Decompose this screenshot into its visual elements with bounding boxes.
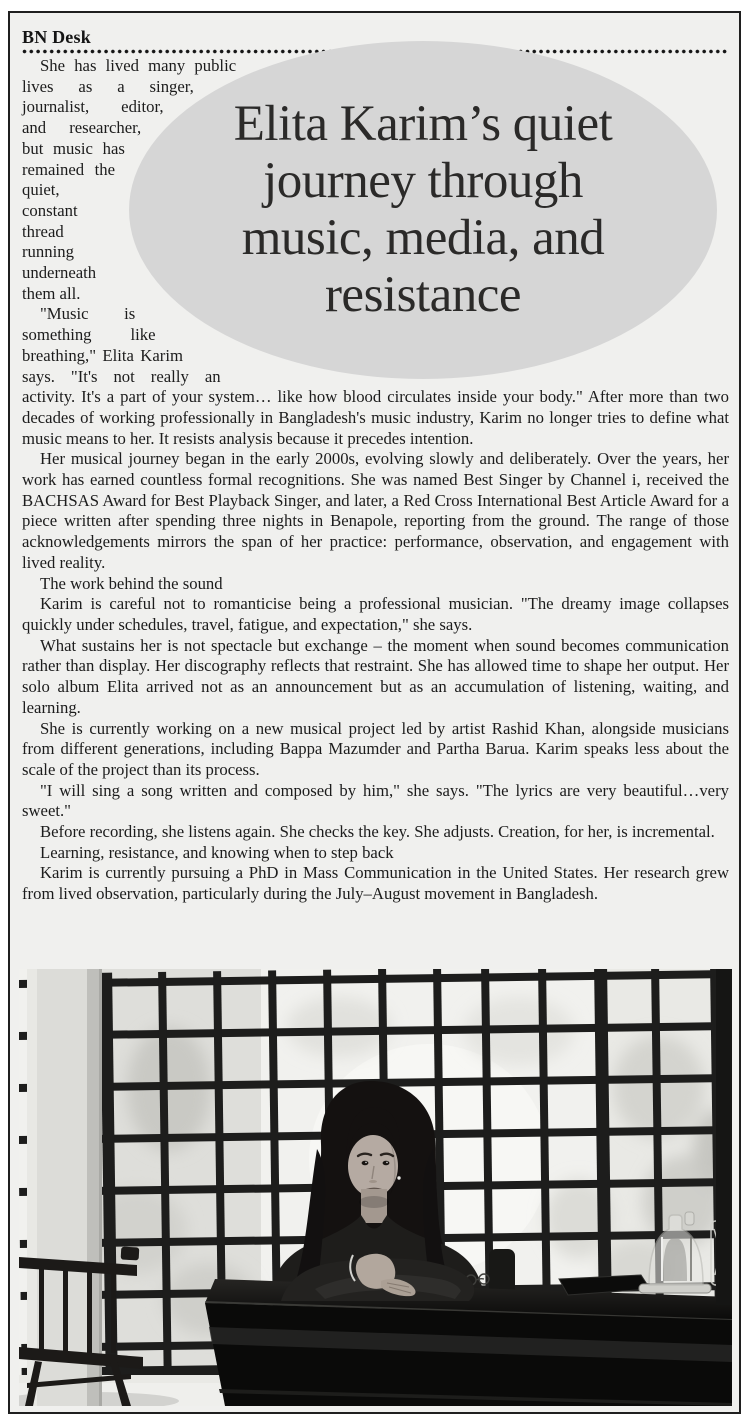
photo-right-frame — [716, 969, 732, 1305]
article-paragraph: "I will sing a song written and composed by him," she says. "The lyrics are very beautiful…very sweet." — [22, 780, 729, 821]
article-frame — [8, 11, 741, 1414]
headline-line: music, media, and — [241, 210, 605, 266]
article-paragraph: Karim is currently pursuing a PhD in Mass Communication in the United States. Her research grew from lived observation, particularly during the July–August movement in Bangladesh. — [22, 863, 729, 904]
article-paragraph: She has lived many public lives as a singer, journalist, editor, and researcher, but music has remained the quiet, constant thread running underneath them all. — [22, 56, 237, 303]
headline — [234, 96, 613, 324]
photo-earring — [397, 1176, 400, 1179]
article-paragraph: Her musical journey began in the early 2000s, evolving slowly and deliberately. Over the years, her work has earned countless formal recognitions. She was named Best Singer by Channel i, received the BACHSAS Award for Best Playback Singer, and later, a Red Cross International Best Article Award for a piece written after spending three nights in Benapole, reporting from the ground. The range of those acknowledgements mirrors the span of her practice: performance, observation, and engagement with lived reality. — [22, 449, 729, 572]
headline-oval — [129, 41, 717, 379]
article-paragraph: The work behind the sound — [40, 573, 223, 593]
article-paragraph: Karim is careful not to romanticise being a professional musician. "The dreamy image collapses quickly under schedules, travel, fatigue, and expectation," she says. — [22, 594, 729, 634]
photo — [19, 969, 732, 1406]
article-body — [22, 56, 729, 905]
byline-kicker: BN Desk — [22, 27, 91, 47]
article-paragraph: What sustains her is not spectacle but exchange – the moment when sound becomes communication rather than display. Her discography reflects that restraint. She has allowed time to shape her output. Her solo album Elita arrived not as an announcement but as an accumulation of listening, waiting, and learning. — [22, 635, 729, 717]
article-paragraph: "Music is something like breathing," Elita Karim says. "It's not really an activity. It's a part of your system… like how blood circulates inside your body." After more than two decades of working professionally in Bangladesh's music industry, Karim no longer tries to define what music means to her. It resists analysis because it precedes intention. — [22, 304, 729, 448]
article-paragraph: She is currently working on a new musical project led by artist Rashid Khan, alongside musicians from different generations, including Bappa Mazumder and Partha Barua. Karim speaks less about the scale of the project than its process. — [22, 718, 729, 779]
article-paragraph: Before recording, she listens again. She checks the key. She adjusts. Creation, for her, is incremental. — [40, 822, 715, 842]
headline-line: resistance — [324, 267, 522, 323]
headline-line: Elita Karim’s quiet — [233, 96, 613, 152]
article-paragraph: Learning, resistance, and knowing when to step back — [40, 842, 394, 862]
headline-line: journey through — [263, 153, 583, 209]
